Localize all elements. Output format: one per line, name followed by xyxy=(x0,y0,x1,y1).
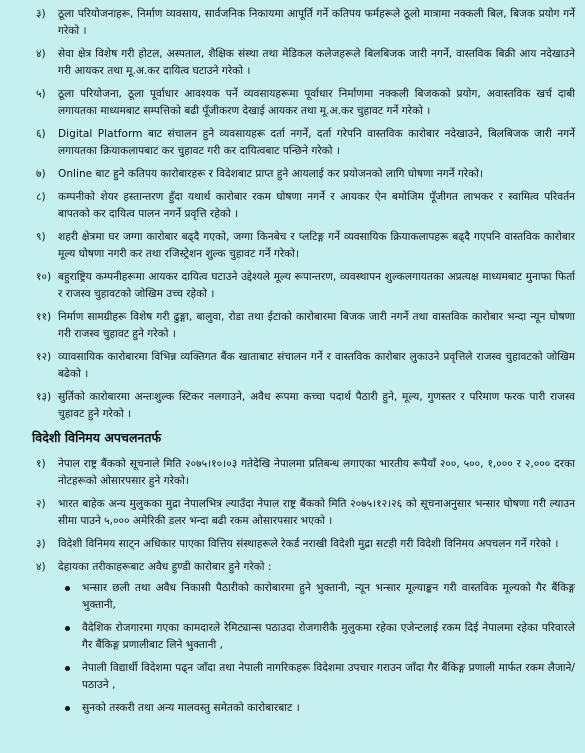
item-text: Online बाट हुने कतिपय कारोबारहरू र विदेशबाट प्राप्त हुने आयलाई कर प्रयोजनको लागि घोषणा नगर्ने गरेको। xyxy=(58,168,484,180)
bullet-item xyxy=(58,620,575,654)
revenue-leakage-list xyxy=(10,6,575,423)
numbered-item xyxy=(10,189,575,223)
section-heading: विदेशी विनिमय अपचलनतर्फ xyxy=(32,430,162,445)
item-number: ७) xyxy=(36,168,46,180)
item-text: ठूला परियोजना, ठूला पूर्वाधार आवश्यक पर्ने व्यवसायहरूमा पूर्वाधार निर्माणमा नक्कली बिजकको प्रयोग, अवास्तविक खर्च दाबी लगायतका माध्यमबाट सम्पत्तिको बढी पूँजीकरण देखाई आयकर तथा मू.अ.कर चुहावट गर्ने गरेको । xyxy=(58,88,575,117)
bullet-icon xyxy=(65,666,70,671)
item-number: १३) xyxy=(36,391,52,403)
item-number: १२) xyxy=(36,351,52,363)
item-number: ६) xyxy=(36,128,46,140)
numbered-item xyxy=(10,6,575,40)
item-text: विदेशी विनिमय साट्न अधिकार पाएका वित्तिय संस्थाहरूले रेकर्ड नराखी विदेशी मुद्रा सटही गरी विदेशी विनिमय अपचलन गर्ने गरेको । xyxy=(58,538,559,550)
numbered-item xyxy=(10,349,575,383)
bullet-text: नेपाली विद्यार्थी विदेशमा पढ्न जाँदा तथा नेपाली नागरिकहरू विदेशमा उपचार गराउन जाँदा गैर बैंकिङ्ग प्रणाली मार्फत रकम लैजाने/पठाउने , xyxy=(82,662,575,691)
numbered-item xyxy=(10,126,575,160)
bullet-icon xyxy=(65,706,70,711)
bullet-icon xyxy=(65,586,70,591)
item-number: ९) xyxy=(36,231,46,243)
numbered-item xyxy=(10,536,575,553)
hundi-methods-list xyxy=(58,580,575,717)
numbered-item xyxy=(10,229,575,263)
bullet-item xyxy=(58,660,575,694)
item-text: सुर्तिको कारोबारमा अन्तःशुल्क स्टिकर नलगाउने, अवैध रूपमा कच्चा पदार्थ पैठारी हुने, मूल्य, गुणस्तर र परिमाण फरक पारी राजस्व चुहावट हुने गरेको । xyxy=(58,391,575,420)
item-text: शहरी क्षेत्रमा घर जग्गा कारोबार बढ्दै गएको, जग्गा किनबेच र प्लटिङ्ग गर्ने व्यवसायिक क्रियाकलापहरू बढ्दै गएपनि वास्तविक कारोबार मूल्य घोषणा नगरी कर तथा रजिस्ट्रेशन शुल्क चुहावट गर्ने गरेको। xyxy=(58,231,575,260)
item-number: ४) xyxy=(36,48,46,60)
numbered-item xyxy=(10,166,575,183)
numbered-item xyxy=(10,46,575,80)
item-text: Digital Platform बाट संचालन हुने व्यवसायहरू दर्ता नगर्ने, दर्ता गरेपनि वास्तविक कारोबार नदेखाउने, बिलबिजक जारी नगर्ने लगायतका क्रियाकलापबाट कर चुहावट गरी कर दायित्वबाट पन्छिने गरेको । xyxy=(58,128,575,157)
bullet-text: वैदेशिक रोजगारमा गएका कामदारले रेमिट्यान्स पठाउदा रोजगारीकै मुलुकमा रहेका एजेन्टलाई रकम दिई नेपालमा रहेका परिवारले गैर बैंकिङ्ग प्रणालीबाट लिने भुक्तानी , xyxy=(82,622,575,651)
item-text: देहायका तरीकाहरूबाट अवैध हुण्डी कारोबार हुने गरेको : xyxy=(58,561,272,573)
item-text: नेपाल राष्ट्र बैंकको सूचनाले मिति २०७५।१०।०३ गतेदेखि नेपालमा प्रतिबन्ध लगाएका भारतीय रूपैयाँ २००, ५००, १,००० र २,००० दरका नोटहरूको ओसारपसार हुने गरेको। xyxy=(58,458,575,487)
bullet-text: भन्सार छली तथा अवैध निकासी पैठारीको कारोबारमा हुने भुक्तानी, न्यून भन्सार मूल्याङ्कन गरी वास्तविक मूल्यको गैर बैंकिङ्ग भुक्तानी, xyxy=(82,582,575,611)
item-text: ठूला परियोजनाहरू, निर्माण व्यवसाय, सार्वजनिक निकायमा आपूर्ति गर्ने कतिपय फर्महरूले ठूलो मात्रामा नक्कली बिल, बिजक प्रयोग गर्ने गरेको । xyxy=(58,8,575,37)
item-number: २) xyxy=(36,498,46,510)
numbered-item xyxy=(10,559,575,717)
item-number: ५) xyxy=(36,88,46,100)
numbered-item xyxy=(10,269,575,303)
numbered-item xyxy=(10,86,575,120)
item-text: बहुराष्ट्रिय कम्पनीहरूमा आयकर दायित्व घटाउने उद्देश्यले मूल्य रूपान्तरण, व्यवस्थापन शुल्कलगायतका अप्रत्यक्ष माध्यमबाट मुनाफा फिर्ता र राजस्व चुहावटको जोखिम उच्च रहेको । xyxy=(58,271,575,300)
bullet-item xyxy=(58,700,575,717)
item-number: १०) xyxy=(36,271,52,283)
numbered-item xyxy=(10,496,575,530)
forex-misuse-list xyxy=(10,456,575,553)
item-number: ८) xyxy=(36,191,46,203)
item-text: निर्माण सामग्रीहरू विशेष गरी ढुङ्गा, बालुवा, रोडा तथा ईटाको कारोबारमा बिजक जारी नगर्ने तथा वास्तविक कारोबार भन्दा न्यून घोषणा गरी राजस्व चुहावट हुने गरेको । xyxy=(58,311,575,340)
item-number: ४) xyxy=(36,561,46,573)
item-text: व्यावसायिक कारोबारमा विभिन्न व्यक्तिगत बैंक खाताबाट संचालन गर्ने र वास्तविक कारोबार लुकाउने प्रवृत्तिले राजस्व चुहावटको जोखिम बढेको । xyxy=(58,351,575,380)
numbered-item xyxy=(10,309,575,343)
bullet-item xyxy=(58,580,575,614)
numbered-item xyxy=(10,389,575,423)
item-text: कम्पनीको शेयर हस्तान्तरण हुँदा यथार्थ कारोबार रकम घोषणा नगर्ने र आयकर ऐन बमोजिम पूँजीगत लाभकर र स्वामित्व परिवर्तन बापतको कर दायित्व पालन नगर्ने प्रवृत्ति रहेको । xyxy=(58,191,575,220)
bullet-text: सुनको तस्करी तथा अन्य मालवस्तु समेतको कारोबारबाट । xyxy=(82,702,300,714)
item-number: ३) xyxy=(36,538,46,550)
item-number: ३) xyxy=(36,8,46,20)
item-text: भारत बाहेक अन्य मुलुकका मुद्रा नेपालभित्र ल्याउँदा नेपाल राष्ट्र बैंकको मिति २०७५।१२।२६ को सूचनाअनुसार भन्सार घोषणा गरी ल्याउन सीमा पाउने ५,००० अमेरिकी डलर भन्दा बढी रकम ओसारपसार भएको । xyxy=(58,498,575,527)
item-number: ११) xyxy=(36,311,52,323)
numbered-item xyxy=(10,456,575,490)
bullet-icon xyxy=(65,626,70,631)
item-text: सेवा क्षेत्र विशेष गरी होटल, अस्पताल, शैक्षिक संस्था तथा मेडिकल कलेजहरूले बिलबिजक जारी नगर्ने, वास्तविक बिक्री आय नदेखाउने गरी आयकर तथा मू.अ.कर दायित्व घटाउने गरेको । xyxy=(58,48,575,77)
item-number: १) xyxy=(36,458,46,470)
